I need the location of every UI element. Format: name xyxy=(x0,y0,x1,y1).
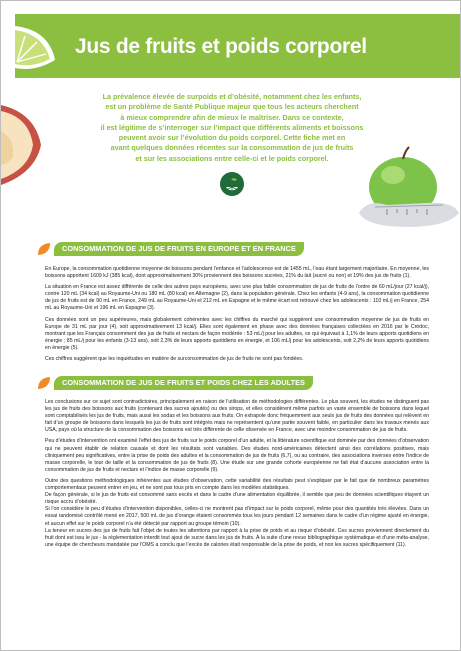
intro-line: il est légitime de s’interroger sur l’impact que différents aliments et boissons xyxy=(100,122,364,132)
section-heading-adults xyxy=(37,374,313,392)
page-title: Jus de fruits et poids corporel xyxy=(75,35,367,58)
leaf-icon xyxy=(37,242,51,256)
paragraph: Ces données sont un peu supérieures, mais globalement cohérentes avec les chiffres du marché qui suggèrent une consommation moyenne de jus de fruits en Europe de 31 mL par jour (4), soit approximativement 13 kcal/j. Elles sont également en phase avec des données françaises collectées en 2016 par le Crédoc, montrant que les Français consomment des jus de fruits et nectars de façon modérée : 53 mL/j pour les adultes, ce qui équivaut à 1,1% de leurs apports quotidiens en énergie ; 85 mL/j pour les enfants (3-13 ans), soit 2,3% de leurs apports quotidiens en énergie, et 106 mL/j pour les adolescents, soit 2,2% de leurs apports quotidiens en énergie (5). xyxy=(45,316,429,351)
paragraph: Ces chiffres suggèrent que les inquiétudes en matière de surconsommation de jus de fruits ne sont pas fondées. xyxy=(45,356,304,363)
section-heading-label: CONSOMMATION DE JUS DE FRUITS EN EUROPE ET EN FRANCE xyxy=(54,242,304,256)
paragraph: Si l’on considère le peu d’études d’intervention disponibles, celles-ci ne montrent pas d’impact sur le poids corporel, même pour des quantités très élevées. Dans un essai randomisé contrôlé mené en 2017, 500 mL de jus d’orange étaient consommés tous les jours pendant 12 semaines dans le cadre d’un régime ajusté en énergie, et aucun effet sur le poids corporel n’a été détecté par rapport au groupe témoin (10). xyxy=(45,506,429,527)
intro-line: et sur les associations entre celle-ci et le poids corporel. xyxy=(135,153,329,163)
paragraph: De façon générale, si le jus de fruits est consommé sans excès et dans le cadre d’une alimentation équilibrée, il semble que peu de données scientifiques étayent un risque accru d’obésité. xyxy=(45,492,429,506)
paragraph: La situation en France est assez différente de celle des autres pays européens, avec une plus faible consommation de jus de fruits de l’ordre de 60 mL/jour (27 kcal/j), contre 120 mL (34 kcal) au Royaume-Uni ou 180 mL (80 kcal) en Allemagne (2), dans la population générale. Chez les enfants (4-9 ans), la consommation quotidienne de jus de fruits est de 90 mL en France, 249 mL au Royaume-Uni et 212 mL en Espagne et le même écart est retrouvé chez les adolescents : 110 mL/j en France, 254 mL au Royaume-Uni et 196 mL en Espagne (3). xyxy=(45,284,429,312)
title-banner xyxy=(15,14,460,78)
intro-line: La prévalence élevée de surpoids et d’obésité, notamment chez les enfants, xyxy=(102,92,362,101)
lemon-badge-icon xyxy=(220,172,244,196)
section-heading-europe-france xyxy=(37,240,304,258)
section-2-body xyxy=(45,399,429,549)
intro-line: avant quelques données récentes sur la consommation de jus de fruits xyxy=(110,143,354,153)
paragraph: Outre des questions méthodologiques inhérentes aux études d’observation, cette variabilité des résultats peut s’expliquer par le fait que de nombreux paramètres comportementaux peuvent entrer en jeu, et ne sont pas tous pris en compte dans les modèles statistiques. xyxy=(45,477,429,492)
section-heading-label: CONSOMMATION DE JUS DE FRUITS ET POIDS CHEZ LES ADULTES xyxy=(54,376,313,390)
apple-slice-illustration xyxy=(1,87,73,195)
paragraph: Les conclusions sur ce sujet sont contradictoires, principalement en raison de l’utilisation de méthodologies différentes. Le plus souvent, les études ne distinguent pas les jus de fruits des boissons aux fruits (contenant des sucres ajoutés) ou des sirops, et elles considèrent même parfois un vaste ensemble de boissons dans lequel sont comptabilisés les jus de fruits, mais aussi les sodas et les boissons aux fruits. On extrapole donc fréquemment aux seuls jus de fruits des données qui relèvent en fait d’un groupe de boissons dans lesquels les jus de fruits sont intégrés mais ne représentent qu’une partie souvent faible, en particulier dans les travaux menés aux USA, pays où la structure de la consommation des boissons est très différente de celle observée en France, avec une moindre consommation de jus de fruits. xyxy=(45,399,429,434)
intro-text xyxy=(79,92,385,164)
leaf-icon xyxy=(37,376,51,390)
intro-line: est un problème de Santé Publique majeur que tous les acteurs cherchent xyxy=(105,102,359,112)
paragraph: La teneur en sucres des jus de fruits fait l’objet de toutes les attentions par rapport à la prise de poids et au risque d’obésité. Ces sucres proviennent directement du fruit dont est issu le jus - la réglementation interdit tout ajout de sucre dans les jus de fruits. À la suite d’une revue bibliographique systématique et d’une méta-analyse, une équipe de chercheurs mandatée par l’OMS a conclu que l’excès de calories était responsable de la prise de poids, et non les sucres spécifiquement (11). xyxy=(45,527,429,548)
paragraph: Peu d’études d’intervention ont examiné l’effet des jus de fruits sur le poids corporel d’un adulte, et la littérature scientifique est dominée par des données d’observation qui ne peuvent établir de relation causale et dont les résultats sont variables. Des études nord-américaines détectent ainsi des corrélations positives, mais cliniquement peu significatives, entre la prise de poids des adultes et la consommation de jus de fruits (6,7), ou au contraire, des associations inverses entre l’indice de masse corporelle, le tour de taille et la consommation de jus de fruits (8). Une étude sur une grande cohorte européenne ne fait état d’aucune association entre la consommation de jus de fruits et nectars et l’indice de masse corporelle (9). xyxy=(45,438,430,473)
intro-line: peuvent avoir sur l’évolution du poids corporel. Cette fiche met en xyxy=(118,133,346,143)
paragraph: En Europe, la consommation quotidienne moyenne de boissons pendant l’enfance et l’adolescence est de 1455 mL, l’eau étant largement majoritaire. En moyenne, les boissons apportent 1609 kJ (385 kcal), dont approximativement 30% proviennent des boissons sucrées, 21% du lait (sucré ou non) et 19% des jus de fruits (1). xyxy=(45,266,429,280)
intro-line: à mieux comprendre afin de mieux le maîtriser. Dans ce contexte, xyxy=(120,112,344,122)
lemon-slice-icon xyxy=(15,16,63,76)
section-1-body xyxy=(45,266,429,363)
